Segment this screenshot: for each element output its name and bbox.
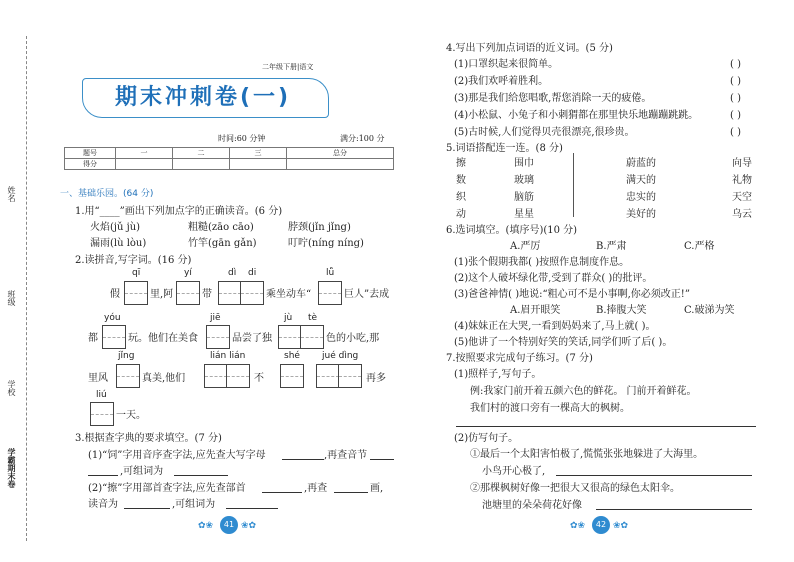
answer-line[interactable]	[88, 475, 118, 476]
writing-box[interactable]	[278, 325, 302, 349]
q1-item: 脖颈(jǐn jǐng)	[288, 222, 351, 233]
score-header-cell: 总分	[287, 148, 394, 159]
pinyin: shé	[284, 351, 300, 361]
match-word: 天空	[732, 192, 752, 203]
pinyin: lǚ	[326, 268, 335, 278]
pinyin: jù	[284, 313, 293, 323]
match-word: 蔚蓝的	[626, 158, 656, 169]
sidebar-school-label: 学校	[7, 380, 16, 396]
q4-item: (2)我们欢呼着胜利。	[454, 76, 549, 87]
score-cell[interactable]	[173, 159, 230, 170]
pinyin: yí	[184, 268, 192, 278]
q2-text: 都	[88, 333, 98, 344]
q1-item: 火焰(jǔ jù)	[90, 222, 141, 233]
answer-line[interactable]	[282, 459, 324, 460]
writing-box[interactable]	[240, 281, 264, 305]
q6-option: C.破涕为笑	[684, 305, 735, 316]
q4-item: (1)口罩织起来很简单。	[454, 59, 559, 70]
q7-prompt: 7.按照要求完成句子练习。(7 分)	[446, 353, 593, 364]
answer-paren[interactable]: ( )	[730, 110, 741, 121]
sidebar-name-label: 姓名	[7, 186, 16, 202]
q2-text: 里,阿	[150, 289, 174, 300]
q7-text: 池塘里的朵朵荷花好像	[482, 500, 582, 511]
q2-text: 一天。	[116, 410, 146, 421]
q6-option: B.严肃	[596, 241, 627, 252]
answer-line[interactable]	[596, 509, 752, 510]
flower-decoration-icon: ✿❀	[198, 521, 214, 531]
match-word: 满天的	[626, 175, 656, 186]
flower-decoration-icon: ❀✿	[241, 521, 257, 531]
match-word: 美好的	[626, 209, 656, 220]
answer-line[interactable]	[334, 492, 368, 493]
q3-text: 画,	[370, 483, 384, 494]
q1-prompt: 1.用“____”画出下列加点字的正确读音。(6 分)	[75, 206, 283, 217]
page-number-right: 42	[592, 516, 610, 534]
sidebar-class-label: 班级	[7, 290, 16, 306]
pinyin: yóu	[104, 313, 121, 323]
pinyin: qī	[132, 268, 141, 278]
q7-example: 例:我家门前开着五颜六色的鲜花。 门前开着鲜花。	[470, 386, 697, 397]
writing-box[interactable]	[316, 364, 340, 388]
q2-text: 假	[110, 289, 120, 300]
match-word: 围巾	[514, 158, 534, 169]
writing-box[interactable]	[218, 281, 242, 305]
q2-text: 里风	[88, 373, 108, 384]
q4-item: (5)古时候,人们觉得贝壳很漂亮,很珍贵。	[454, 127, 635, 138]
q2-text: 色的小吃,那	[326, 333, 380, 344]
match-word: 擦	[456, 158, 466, 169]
q4-item: (4)小松鼠、小兔子和小刺猬都在那里快乐地蹦蹦跳跳。	[454, 110, 699, 121]
match-word: 忠实的	[626, 192, 656, 203]
page-number-left: 41	[220, 516, 238, 534]
writing-box[interactable]	[318, 281, 342, 305]
writing-box[interactable]	[300, 325, 324, 349]
q6-item: (2)这个人破坏绿化带,受到了群众( )的批评。	[454, 273, 653, 284]
answer-line[interactable]	[226, 508, 278, 509]
flower-decoration-icon: ✿❀	[570, 521, 586, 531]
answer-paren[interactable]: ( )	[730, 93, 741, 104]
answer-paren[interactable]: ( )	[730, 59, 741, 70]
q6-item: (3)爸爸神情( )地说:“粗心可不是小事啊,你必须改正!”	[454, 289, 690, 300]
q7-text: (1)照样子,写句子。	[454, 369, 542, 380]
flower-decoration-icon: ❀✿	[613, 521, 629, 531]
q3-text: (2)“擦”字用部首查字法,应先查部首	[88, 483, 246, 494]
writing-box[interactable]	[124, 281, 148, 305]
writing-box[interactable]	[206, 325, 230, 349]
pinyin: dì	[228, 268, 237, 278]
answer-line[interactable]	[262, 492, 302, 493]
q2-text: 再多	[366, 373, 386, 384]
q7-text: 小鸟开心极了,	[482, 466, 546, 477]
writing-box[interactable]	[226, 364, 250, 388]
q5-prompt: 5.词语搭配连一连。(8 分)	[446, 143, 563, 154]
answer-line[interactable]	[124, 508, 170, 509]
answer-line[interactable]	[370, 459, 394, 460]
pinyin: di	[248, 268, 257, 278]
q3-text: ,可组词为	[172, 499, 216, 510]
answer-paren[interactable]: ( )	[730, 127, 741, 138]
answer-line[interactable]	[456, 426, 756, 427]
q6-item: (1)张个假期我都( )按照作息制度作息。	[454, 257, 630, 268]
match-word: 动	[456, 209, 466, 220]
q3-text: 读音为	[88, 499, 118, 510]
q1-item: 粗糙(zāo cāo)	[188, 222, 254, 233]
answer-line[interactable]	[556, 475, 752, 476]
match-word: 织	[456, 192, 466, 203]
q4-prompt: 4.写出下列加点词语的近义词。(5 分)	[446, 43, 613, 54]
match-word: 数	[456, 175, 466, 186]
q7-text: (2)仿写句子。	[454, 433, 519, 444]
q3-text: ,可组词为	[120, 466, 164, 477]
column-divider	[573, 153, 574, 217]
q2-text: 带	[202, 289, 212, 300]
pinyin: tè	[308, 313, 318, 323]
q4-item: (3)那是我们给您唱歌,帮您消除一天的疲倦。	[454, 93, 652, 104]
score-header-cell: 题号	[65, 148, 116, 159]
writing-box[interactable]	[338, 364, 362, 388]
q6-item: (5)他讲了一个特别好笑的笑话,同学们听了后( )。	[454, 337, 673, 348]
score-cell[interactable]	[116, 159, 173, 170]
q3-text: ,再查	[304, 483, 328, 494]
q6-prompt: 6.选词填空。(填序号)(10 分)	[446, 225, 578, 236]
q2-prompt: 2.读拼音,写字词。(16 分)	[75, 255, 192, 266]
q2-text: 真美,他们	[142, 373, 186, 384]
writing-box[interactable]	[116, 364, 140, 388]
q7-text: ②那棵枫树好像一把很大又很高的绿色太阳伞。	[470, 483, 680, 494]
pinyin: liú	[96, 390, 107, 400]
q2-text: 不	[254, 373, 264, 384]
writing-box[interactable]	[280, 364, 304, 388]
writing-box[interactable]	[204, 364, 228, 388]
grade-label: 二年级下册|语文	[262, 63, 314, 71]
binding-sidebar	[0, 0, 26, 562]
writing-box[interactable]	[102, 325, 126, 349]
score-cell[interactable]	[287, 159, 394, 170]
pinyin: jué dìng	[322, 351, 359, 361]
q6-option: C.严格	[684, 241, 715, 252]
q6-item: (4)妹妹正在大哭,一看到妈妈来了,马上就( )。	[454, 321, 656, 332]
match-word: 乌云	[732, 209, 752, 220]
score-row-label: 得分	[65, 159, 116, 170]
q1-item: 漏雨(lù lòu)	[90, 238, 147, 249]
q1-item: 竹竿(gān gǎn)	[188, 238, 257, 249]
match-word: 玻璃	[514, 175, 534, 186]
match-word: 脑筋	[514, 192, 534, 203]
q6-option: B.捧腹大笑	[596, 305, 647, 316]
q7-text: 我们村的渡口旁有一棵高大的枫树。	[470, 403, 630, 414]
pinyin: lián lián	[210, 351, 246, 361]
score-header-cell: 二	[173, 148, 230, 159]
sidebar-brand: 学霸期末卷	[7, 448, 16, 488]
match-word: 星星	[514, 209, 534, 220]
full-score-label: 满分:100 分	[340, 134, 385, 143]
score-table	[64, 147, 394, 170]
q7-text: ①最后一个太阳害怕极了,慌慌张张地躲进了大海里。	[470, 449, 704, 460]
q3-text: ,再查音节	[324, 450, 368, 461]
writing-box[interactable]	[176, 281, 200, 305]
q6-option: A.眉开眼笑	[510, 305, 561, 316]
writing-box[interactable]	[90, 402, 114, 426]
q2-text: 玩。他们在美食	[128, 333, 198, 344]
score-cell[interactable]	[230, 159, 287, 170]
answer-line[interactable]	[174, 475, 228, 476]
match-word: 礼物	[732, 175, 752, 186]
section-1-heading: 一、基础乐园。(64 分)	[60, 189, 154, 199]
page-title: 期末冲刺卷(一)	[115, 85, 292, 110]
q1-item: 叮咛(níng níng)	[288, 238, 364, 249]
score-header-cell: 三	[230, 148, 287, 159]
q2-text: 巨人”去成	[344, 289, 390, 300]
pinyin: jǐng	[118, 351, 135, 361]
q3-text: (1)“饲”字用音序查字法,应先查大写字母	[88, 450, 266, 461]
match-word: 向导	[732, 158, 752, 169]
q2-text: 乘坐动车“	[266, 289, 312, 300]
score-header-cell: 一	[116, 148, 173, 159]
time-label: 时间:60 分钟	[218, 134, 266, 143]
pinyin: jiē	[210, 313, 221, 323]
q2-text: 品尝了独	[232, 333, 272, 344]
q3-prompt: 3.根据查字典的要求填空。(7 分)	[75, 433, 222, 444]
answer-paren[interactable]: ( )	[730, 76, 741, 87]
q6-option: A.严厉	[510, 241, 541, 252]
fold-line	[26, 36, 27, 541]
